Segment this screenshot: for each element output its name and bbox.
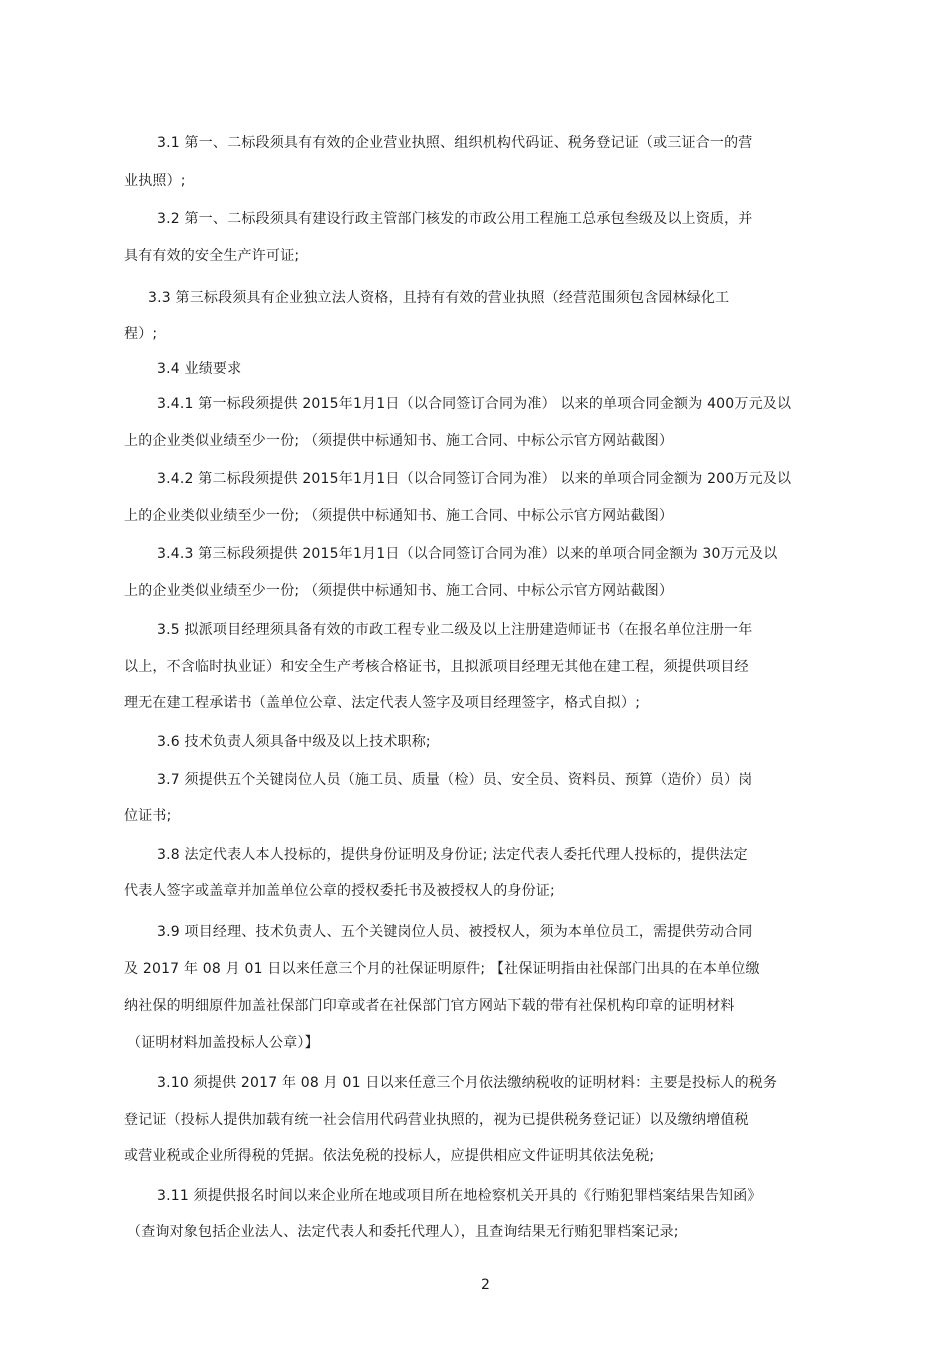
text-line: 3.4.1 第一标段须提供 2015年1月1日（以合同签订合同为准） 以来的单项合同金额为 400万元及以	[157, 396, 792, 412]
text-line: 理无在建工程承诺书（盖单位公章、法定代表人签字及项目经理签字，格式自拟）;	[124, 695, 641, 711]
text-line: （查询对象包括企业法人、法定代表人和委托代理人），且查询结果无行贿犯罪档案记录;	[127, 1224, 679, 1240]
page-number: 2	[481, 1277, 490, 1293]
text-line: 3.9 项目经理、技术负责人、五个关键岗位人员、被授权人，须为本单位员工，需提供劳动合同	[157, 924, 753, 940]
text-line: 3.6 技术负责人须具备中级及以上技术职称;	[157, 734, 431, 750]
text-line: 3.8 法定代表人本人投标的，提供身份证明及身份证; 法定代表人委托代理人投标的，提供法定	[157, 847, 748, 863]
text-line: 3.1 第一、二标段须具有有效的企业营业执照、组织机构代码证、税务登记证（或三证合一的营	[157, 135, 753, 151]
text-line: 3.3 第三标段须具有企业独立法人资格，且持有有效的营业执照（经营范围须包含园林绿化工	[148, 290, 730, 306]
text-line: 3.7 须提供五个关键岗位人员（施工员、质量（检）员、安全员、资料员、预算（造价）员）岗	[157, 772, 753, 788]
text-line: 3.4.3 第三标段须提供 2015年1月1日（以合同签订合同为准）以来的单项合同金额为 30万元及以	[157, 546, 778, 562]
text-line: 上的企业类似业绩至少一份; （须提供中标通知书、施工合同、中标公示官方网站截图）	[124, 433, 674, 449]
text-line: 3.4.2 第二标段须提供 2015年1月1日（以合同签订合同为准） 以来的单项合同金额为 200万元及以	[157, 471, 792, 487]
text-line: 上的企业类似业绩至少一份; （须提供中标通知书、施工合同、中标公示官方网站截图）	[124, 583, 674, 599]
text-line: 3.11 须提供报名时间以来企业所在地或项目所在地检察机关开具的《行贿犯罪档案结果告知函》	[157, 1188, 762, 1204]
text-line: 3.2 第一、二标段须具有建设行政主管部门核发的市政公用工程施工总承包叁级及以上资质，并	[157, 211, 753, 227]
text-line: 具有有效的安全生产许可证;	[124, 248, 300, 264]
text-line: 或营业税或企业所得税的凭据。依法免税的投标人，应提供相应文件证明其依法免税;	[124, 1148, 655, 1164]
text-line: 位证书;	[124, 808, 172, 824]
text-line: 纳社保的明细原件加盖社保部门印章或者在社保部门官方网站下载的带有社保机构印章的证明材料	[124, 998, 735, 1014]
text-line: （证明材料加盖投标人公章）】	[127, 1035, 319, 1051]
text-line: 登记证（投标人提供加载有统一社会信用代码营业执照的，视为已提供税务登记证）以及缴纳增值税	[124, 1112, 749, 1128]
text-line: 3.10 须提供 2017 年 08 月 01 日以来任意三个月依法缴纳税收的证明材料：主要是投标人的税务	[157, 1075, 778, 1091]
text-line: 3.4 业绩要求	[157, 361, 242, 377]
text-line: 上的企业类似业绩至少一份; （须提供中标通知书、施工合同、中标公示官方网站截图）	[124, 508, 674, 524]
text-line: 及 2017 年 08 月 01 日以来任意三个月的社保证明原件; 【社保证明指由社保部门出具的在本单位缴	[124, 961, 760, 977]
text-line: 代表人签字或盖章并加盖单位公章的授权委托书及被授权人的身份证;	[124, 883, 555, 899]
text-line: 3.5 拟派项目经理须具备有效的市政工程专业二级及以上注册建造师证书（在报名单位注册一年	[157, 622, 753, 638]
text-line: 业执照）;	[124, 173, 186, 189]
text-line: 以上，不含临时执业证）和安全生产考核合格证书，且拟派项目经理无其他在建工程，须提供项目经	[124, 659, 749, 675]
text-line: 程）;	[124, 326, 158, 342]
